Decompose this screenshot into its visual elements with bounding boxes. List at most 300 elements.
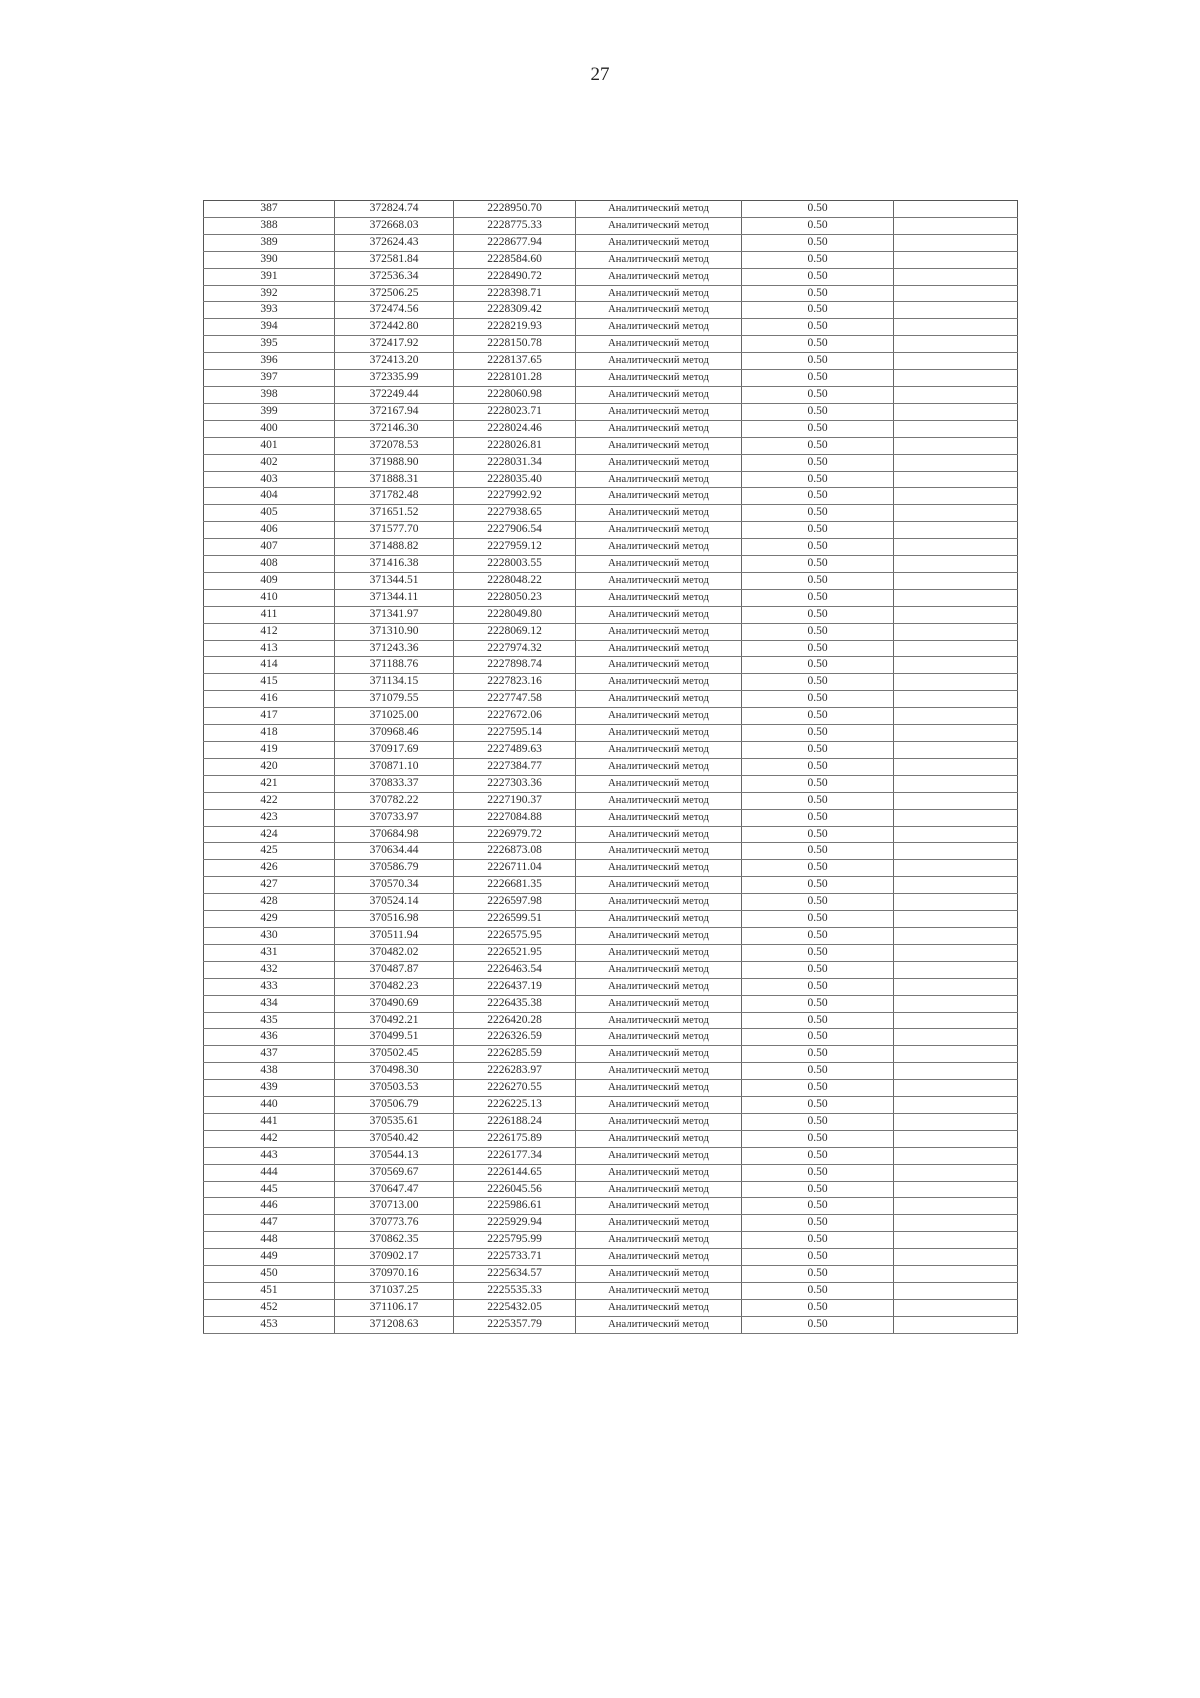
method-cell: Аналитический метод (576, 1147, 742, 1164)
x-coordinate-cell: 372624.43 (335, 234, 454, 251)
x-coordinate-cell: 370917.69 (335, 742, 454, 759)
method-cell: Аналитический метод (576, 674, 742, 691)
note-cell (894, 623, 1018, 640)
method-cell: Аналитический метод (576, 1113, 742, 1130)
note-cell (894, 268, 1018, 285)
note-cell (894, 860, 1018, 877)
y-coordinate-cell: 2225795.99 (454, 1232, 576, 1249)
x-coordinate-cell: 370586.79 (335, 860, 454, 877)
method-cell: Аналитический метод (576, 1299, 742, 1316)
accuracy-cell: 0.50 (742, 1130, 894, 1147)
y-coordinate-cell: 2228026.81 (454, 437, 576, 454)
point-number-cell: 450 (204, 1266, 335, 1283)
table-row (204, 894, 1018, 911)
method-cell: Аналитический метод (576, 978, 742, 995)
method-cell: Аналитический метод (576, 877, 742, 894)
point-number-cell: 416 (204, 691, 335, 708)
point-number-cell: 407 (204, 539, 335, 556)
point-number-cell: 423 (204, 809, 335, 826)
x-coordinate-cell: 370773.76 (335, 1215, 454, 1232)
accuracy-cell: 0.50 (742, 437, 894, 454)
accuracy-cell: 0.50 (742, 1181, 894, 1198)
note-cell (894, 1164, 1018, 1181)
point-number-cell: 411 (204, 606, 335, 623)
point-number-cell: 439 (204, 1080, 335, 1097)
page-number: 27 (590, 64, 610, 85)
table-row (204, 201, 1018, 218)
accuracy-cell: 0.50 (742, 386, 894, 403)
method-cell: Аналитический метод (576, 927, 742, 944)
point-number-cell: 418 (204, 725, 335, 742)
x-coordinate-cell: 370782.22 (335, 792, 454, 809)
note-cell (894, 911, 1018, 928)
point-number-cell: 419 (204, 742, 335, 759)
point-number-cell: 389 (204, 234, 335, 251)
x-coordinate-cell: 370902.17 (335, 1249, 454, 1266)
point-number-cell: 436 (204, 1029, 335, 1046)
note-cell (894, 234, 1018, 251)
method-cell: Аналитический метод (576, 589, 742, 606)
x-coordinate-cell: 372413.20 (335, 353, 454, 370)
y-coordinate-cell: 2227084.88 (454, 809, 576, 826)
method-cell: Аналитический метод (576, 505, 742, 522)
note-cell (894, 589, 1018, 606)
method-cell: Аналитический метод (576, 488, 742, 505)
accuracy-cell: 0.50 (742, 758, 894, 775)
point-number-cell: 409 (204, 572, 335, 589)
table-row (204, 1299, 1018, 1316)
accuracy-cell: 0.50 (742, 742, 894, 759)
accuracy-cell: 0.50 (742, 674, 894, 691)
accuracy-cell: 0.50 (742, 370, 894, 387)
y-coordinate-cell: 2226597.98 (454, 894, 576, 911)
table-row (204, 539, 1018, 556)
table-row (204, 319, 1018, 336)
point-number-cell: 388 (204, 217, 335, 234)
accuracy-cell: 0.50 (742, 708, 894, 725)
table-row (204, 860, 1018, 877)
point-number-cell: 402 (204, 454, 335, 471)
accuracy-cell: 0.50 (742, 894, 894, 911)
accuracy-cell: 0.50 (742, 488, 894, 505)
note-cell (894, 742, 1018, 759)
y-coordinate-cell: 2228219.93 (454, 319, 576, 336)
table-row (204, 471, 1018, 488)
accuracy-cell: 0.50 (742, 995, 894, 1012)
accuracy-cell: 0.50 (742, 420, 894, 437)
accuracy-cell: 0.50 (742, 1147, 894, 1164)
point-number-cell: 428 (204, 894, 335, 911)
table-row (204, 1249, 1018, 1266)
accuracy-cell: 0.50 (742, 1283, 894, 1300)
accuracy-cell: 0.50 (742, 217, 894, 234)
accuracy-cell: 0.50 (742, 302, 894, 319)
point-number-cell: 445 (204, 1181, 335, 1198)
method-cell: Аналитический метод (576, 657, 742, 674)
x-coordinate-cell: 370490.69 (335, 995, 454, 1012)
table-row (204, 1283, 1018, 1300)
point-number-cell: 425 (204, 843, 335, 860)
y-coordinate-cell: 2228003.55 (454, 556, 576, 573)
x-coordinate-cell: 371782.48 (335, 488, 454, 505)
note-cell (894, 319, 1018, 336)
point-number-cell: 453 (204, 1316, 335, 1333)
y-coordinate-cell: 2227898.74 (454, 657, 576, 674)
y-coordinate-cell: 2226979.72 (454, 826, 576, 843)
y-coordinate-cell: 2227906.54 (454, 522, 576, 539)
x-coordinate-cell: 372167.94 (335, 403, 454, 420)
accuracy-cell: 0.50 (742, 1215, 894, 1232)
point-number-cell: 408 (204, 556, 335, 573)
x-coordinate-cell: 370970.16 (335, 1266, 454, 1283)
table-row (204, 1097, 1018, 1114)
y-coordinate-cell: 2226285.59 (454, 1046, 576, 1063)
accuracy-cell: 0.50 (742, 268, 894, 285)
y-coordinate-cell: 2225929.94 (454, 1215, 576, 1232)
method-cell: Аналитический метод (576, 386, 742, 403)
x-coordinate-cell: 372474.56 (335, 302, 454, 319)
x-coordinate-cell: 371310.90 (335, 623, 454, 640)
note-cell (894, 572, 1018, 589)
note-cell (894, 403, 1018, 420)
y-coordinate-cell: 2228035.40 (454, 471, 576, 488)
table-row (204, 708, 1018, 725)
note-cell (894, 1316, 1018, 1333)
method-cell: Аналитический метод (576, 454, 742, 471)
note-cell (894, 1266, 1018, 1283)
table-row (204, 1130, 1018, 1147)
accuracy-cell: 0.50 (742, 860, 894, 877)
table-row (204, 640, 1018, 657)
table-row (204, 556, 1018, 573)
method-cell: Аналитический метод (576, 1012, 742, 1029)
method-cell: Аналитический метод (576, 809, 742, 826)
note-cell (894, 1029, 1018, 1046)
note-cell (894, 708, 1018, 725)
y-coordinate-cell: 2226463.54 (454, 961, 576, 978)
table-row (204, 336, 1018, 353)
table-row (204, 353, 1018, 370)
note-cell (894, 437, 1018, 454)
method-cell: Аналитический метод (576, 1316, 742, 1333)
method-cell: Аналитический метод (576, 1198, 742, 1215)
table-row (204, 488, 1018, 505)
table-row (204, 792, 1018, 809)
note-cell (894, 674, 1018, 691)
table-row (204, 522, 1018, 539)
method-cell: Аналитический метод (576, 522, 742, 539)
method-cell: Аналитический метод (576, 1266, 742, 1283)
y-coordinate-cell: 2225634.57 (454, 1266, 576, 1283)
table-row (204, 572, 1018, 589)
y-coordinate-cell: 2226873.08 (454, 843, 576, 860)
table-row (204, 589, 1018, 606)
method-cell: Аналитический метод (576, 1097, 742, 1114)
point-number-cell: 406 (204, 522, 335, 539)
x-coordinate-cell: 370524.14 (335, 894, 454, 911)
x-coordinate-cell: 371577.70 (335, 522, 454, 539)
table-row (204, 251, 1018, 268)
point-number-cell: 397 (204, 370, 335, 387)
table-row (204, 809, 1018, 826)
accuracy-cell: 0.50 (742, 353, 894, 370)
point-number-cell: 404 (204, 488, 335, 505)
table-row (204, 420, 1018, 437)
accuracy-cell: 0.50 (742, 539, 894, 556)
point-number-cell: 414 (204, 657, 335, 674)
point-number-cell: 446 (204, 1198, 335, 1215)
note-cell (894, 386, 1018, 403)
note-cell (894, 285, 1018, 302)
table-row (204, 268, 1018, 285)
point-number-cell: 449 (204, 1249, 335, 1266)
note-cell (894, 809, 1018, 826)
accuracy-cell: 0.50 (742, 589, 894, 606)
table-row (204, 1147, 1018, 1164)
point-number-cell: 394 (204, 319, 335, 336)
y-coordinate-cell: 2228101.28 (454, 370, 576, 387)
point-number-cell: 441 (204, 1113, 335, 1130)
method-cell: Аналитический метод (576, 302, 742, 319)
y-coordinate-cell: 2225357.79 (454, 1316, 576, 1333)
x-coordinate-cell: 371651.52 (335, 505, 454, 522)
point-number-cell: 435 (204, 1012, 335, 1029)
table-row (204, 725, 1018, 742)
accuracy-cell: 0.50 (742, 691, 894, 708)
accuracy-cell: 0.50 (742, 1266, 894, 1283)
accuracy-cell: 0.50 (742, 1299, 894, 1316)
accuracy-cell: 0.50 (742, 1097, 894, 1114)
accuracy-cell: 0.50 (742, 623, 894, 640)
point-number-cell: 424 (204, 826, 335, 843)
note-cell (894, 792, 1018, 809)
note-cell (894, 1113, 1018, 1130)
note-cell (894, 1299, 1018, 1316)
y-coordinate-cell: 2227959.12 (454, 539, 576, 556)
point-number-cell: 395 (204, 336, 335, 353)
accuracy-cell: 0.50 (742, 640, 894, 657)
y-coordinate-cell: 2226270.55 (454, 1080, 576, 1097)
note-cell (894, 522, 1018, 539)
table-row (204, 877, 1018, 894)
accuracy-cell: 0.50 (742, 471, 894, 488)
x-coordinate-cell: 370502.45 (335, 1046, 454, 1063)
point-number-cell: 431 (204, 944, 335, 961)
note-cell (894, 1147, 1018, 1164)
method-cell: Аналитический метод (576, 1164, 742, 1181)
table-row (204, 454, 1018, 471)
point-number-cell: 421 (204, 775, 335, 792)
point-number-cell: 401 (204, 437, 335, 454)
note-cell (894, 1046, 1018, 1063)
point-number-cell: 448 (204, 1232, 335, 1249)
table-row (204, 944, 1018, 961)
x-coordinate-cell: 370833.37 (335, 775, 454, 792)
note-cell (894, 775, 1018, 792)
x-coordinate-cell: 370499.51 (335, 1029, 454, 1046)
table-row (204, 403, 1018, 420)
point-number-cell: 432 (204, 961, 335, 978)
method-cell: Аналитический метод (576, 539, 742, 556)
method-cell: Аналитический метод (576, 1046, 742, 1063)
note-cell (894, 454, 1018, 471)
x-coordinate-cell: 370506.79 (335, 1097, 454, 1114)
point-number-cell: 443 (204, 1147, 335, 1164)
accuracy-cell: 0.50 (742, 1063, 894, 1080)
x-coordinate-cell: 372536.34 (335, 268, 454, 285)
note-cell (894, 758, 1018, 775)
note-cell (894, 1249, 1018, 1266)
y-coordinate-cell: 2228398.71 (454, 285, 576, 302)
point-number-cell: 405 (204, 505, 335, 522)
point-number-cell: 429 (204, 911, 335, 928)
y-coordinate-cell: 2227747.58 (454, 691, 576, 708)
accuracy-cell: 0.50 (742, 505, 894, 522)
method-cell: Аналитический метод (576, 1215, 742, 1232)
table-row (204, 302, 1018, 319)
x-coordinate-cell: 370540.42 (335, 1130, 454, 1147)
accuracy-cell: 0.50 (742, 877, 894, 894)
table-row (204, 843, 1018, 860)
method-cell: Аналитический метод (576, 1249, 742, 1266)
y-coordinate-cell: 2228584.60 (454, 251, 576, 268)
accuracy-cell: 0.50 (742, 556, 894, 573)
point-number-cell: 433 (204, 978, 335, 995)
note-cell (894, 1097, 1018, 1114)
point-number-cell: 415 (204, 674, 335, 691)
method-cell: Аналитический метод (576, 1029, 742, 1046)
method-cell: Аналитический метод (576, 792, 742, 809)
method-cell: Аналитический метод (576, 742, 742, 759)
x-coordinate-cell: 371025.00 (335, 708, 454, 725)
table-row (204, 1232, 1018, 1249)
x-coordinate-cell: 372249.44 (335, 386, 454, 403)
method-cell: Аналитический метод (576, 437, 742, 454)
note-cell (894, 691, 1018, 708)
accuracy-cell: 0.50 (742, 606, 894, 623)
x-coordinate-cell: 370487.87 (335, 961, 454, 978)
point-number-cell: 398 (204, 386, 335, 403)
x-coordinate-cell: 371188.76 (335, 657, 454, 674)
note-cell (894, 471, 1018, 488)
accuracy-cell: 0.50 (742, 1249, 894, 1266)
x-coordinate-cell: 370482.02 (335, 944, 454, 961)
x-coordinate-cell: 372335.99 (335, 370, 454, 387)
table-row (204, 978, 1018, 995)
y-coordinate-cell: 2228677.94 (454, 234, 576, 251)
table-row (204, 1164, 1018, 1181)
point-number-cell: 426 (204, 860, 335, 877)
point-number-cell: 451 (204, 1283, 335, 1300)
y-coordinate-cell: 2228048.22 (454, 572, 576, 589)
method-cell: Аналитический метод (576, 775, 742, 792)
y-coordinate-cell: 2228023.71 (454, 403, 576, 420)
table-row (204, 623, 1018, 640)
note-cell (894, 1181, 1018, 1198)
table-row (204, 775, 1018, 792)
accuracy-cell: 0.50 (742, 1198, 894, 1215)
x-coordinate-cell: 370511.94 (335, 927, 454, 944)
method-cell: Аналитический метод (576, 944, 742, 961)
method-cell: Аналитический метод (576, 961, 742, 978)
accuracy-cell: 0.50 (742, 1046, 894, 1063)
method-cell: Аналитический метод (576, 826, 742, 843)
accuracy-cell: 0.50 (742, 1113, 894, 1130)
method-cell: Аналитический метод (576, 420, 742, 437)
note-cell (894, 725, 1018, 742)
table-row (204, 1080, 1018, 1097)
method-cell: Аналитический метод (576, 725, 742, 742)
y-coordinate-cell: 2228150.78 (454, 336, 576, 353)
accuracy-cell: 0.50 (742, 843, 894, 860)
y-coordinate-cell: 2226435.38 (454, 995, 576, 1012)
accuracy-cell: 0.50 (742, 319, 894, 336)
table-row (204, 1046, 1018, 1063)
point-number-cell: 420 (204, 758, 335, 775)
accuracy-cell: 0.50 (742, 961, 894, 978)
note-cell (894, 1080, 1018, 1097)
note-cell (894, 370, 1018, 387)
accuracy-cell: 0.50 (742, 944, 894, 961)
point-number-cell: 396 (204, 353, 335, 370)
note-cell (894, 201, 1018, 218)
y-coordinate-cell: 2225535.33 (454, 1283, 576, 1300)
x-coordinate-cell: 372506.25 (335, 285, 454, 302)
coordinates-table-body (204, 201, 1018, 1334)
note-cell (894, 1063, 1018, 1080)
x-coordinate-cell: 371208.63 (335, 1316, 454, 1333)
y-coordinate-cell: 2226575.95 (454, 927, 576, 944)
method-cell: Аналитический метод (576, 353, 742, 370)
method-cell: Аналитический метод (576, 843, 742, 860)
y-coordinate-cell: 2228049.80 (454, 606, 576, 623)
y-coordinate-cell: 2227938.65 (454, 505, 576, 522)
method-cell: Аналитический метод (576, 911, 742, 928)
y-coordinate-cell: 2226225.13 (454, 1097, 576, 1114)
accuracy-cell: 0.50 (742, 251, 894, 268)
accuracy-cell: 0.50 (742, 1316, 894, 1333)
table-row (204, 1029, 1018, 1046)
note-cell (894, 843, 1018, 860)
note-cell (894, 961, 1018, 978)
note-cell (894, 657, 1018, 674)
method-cell: Аналитический метод (576, 1080, 742, 1097)
x-coordinate-cell: 370516.98 (335, 911, 454, 928)
x-coordinate-cell: 371344.11 (335, 589, 454, 606)
x-coordinate-cell: 371344.51 (335, 572, 454, 589)
method-cell: Аналитический метод (576, 1063, 742, 1080)
y-coordinate-cell: 2228137.65 (454, 353, 576, 370)
accuracy-cell: 0.50 (742, 657, 894, 674)
point-number-cell: 434 (204, 995, 335, 1012)
method-cell: Аналитический метод (576, 572, 742, 589)
x-coordinate-cell: 370634.44 (335, 843, 454, 860)
y-coordinate-cell: 2225733.71 (454, 1249, 576, 1266)
accuracy-cell: 0.50 (742, 201, 894, 218)
note-cell (894, 1130, 1018, 1147)
x-coordinate-cell: 370498.30 (335, 1063, 454, 1080)
accuracy-cell: 0.50 (742, 911, 894, 928)
note-cell (894, 826, 1018, 843)
note-cell (894, 606, 1018, 623)
table-row (204, 505, 1018, 522)
point-number-cell: 437 (204, 1046, 335, 1063)
y-coordinate-cell: 2227672.06 (454, 708, 576, 725)
x-coordinate-cell: 370733.97 (335, 809, 454, 826)
table-row (204, 437, 1018, 454)
x-coordinate-cell: 370647.47 (335, 1181, 454, 1198)
point-number-cell: 440 (204, 1097, 335, 1114)
